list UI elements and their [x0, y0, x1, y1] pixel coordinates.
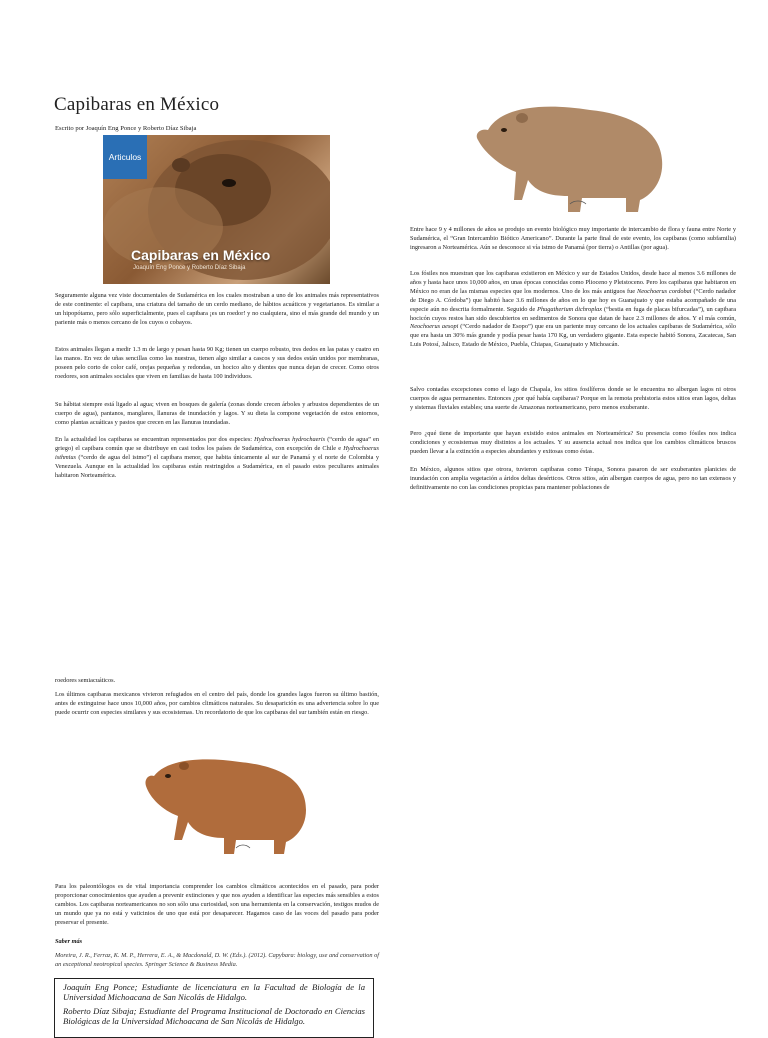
col1-paragraph-3: Su hábitat siempre está ligado al agua; viven en bosques de galería (zonas donde crecen árboles y arbustos dependientes de un cuerpo de agua), pantanos, manglares, llanuras de inundación y lagos. Y su dieta la compone vegetación de estos entornos, como plantas acuáticas y pastos que crecen en las llanuras inundadas.: [55, 401, 379, 426]
cover-title: Capibaras en México: [131, 247, 271, 263]
lower-paragraph-2: Los últimos capibaras mexicanos vivieron refugiados en el centro del país, donde los grandes lagos fueron su último bastión, antes de extinguirse hace unos 10,000 años, por cambios climáticos naturales. Su desaparición es una advertencia sobre lo que puede ocurrir con especies similares y sus ecosistemas. Un recordatorio de que los capibaras del sur también están en riesgo.: [55, 691, 379, 716]
col1-paragraph-2: Estos animales llegan a medir 1.3 m de largo y pesan hasta 90 Kg; tienen un cuerpo robusto, tres dedos en las patas y cuatro en las manos. En vez de uñas sencillas como las nuestras, tienen algo similar a cascos y sus dedos están unidos por membranas, poseen pelo corto de color café, orejas pequeñas y redondas, un hocico alto y dientes que nunca dejan de crecer. Como otros roedores, son animales sociales que viven en familias de hasta 100 individuos.: [55, 346, 379, 380]
authors-box: [54, 978, 374, 1038]
col2-paragraph-1: Entre hace 9 y 4 millones de años se produjo un evento biológico muy importante de intercambio de flora y fauna entre Norte y Sudamérica, el “Gran Intercambio Biótico Americano”. Durante la parte final de este evento, los capibaras (como subfamilia) ingresaron a Norteamérica. Aún se desconoce si vía istmo de Panamá (por tierra) o Antillas (por agua).: [410, 226, 736, 251]
cover-image: [103, 135, 330, 284]
byline: Escrito por Joaquín Eng Ponce y Roberto Díaz Sibaja: [55, 125, 197, 132]
lower-paragraph-1: roedores semiacuáticos.: [55, 677, 116, 684]
col1-paragraph-4: En la actualidad los capibaras se encuentran representados por dos especies: Hydrochoerus hydrochaeris (“cerdo de agua” en griego) el capibara común que se distribuye en casi todos los países de Sudamérica, con excepción de Chile e Hydrochoerus isthmius (“cerdo de agua del istmo”) el capibara menor, que habita únicamente al sur de Panamá y el norte de Colombia y Venezuela. Aunque en la actualidad los capibaras están restringidos a Sudamérica, en el pasado estos peculiares animales habitaron Norteamérica.: [55, 436, 379, 479]
col2-paragraph-5: En México, algunos sitios que otrora, tuvieron capibaras como Térapa, Sonora pasaron de ser exuberantes planicies de inundación con amplia vegetación a áridos deltas desérticos. Otros sitios, aún albergan cuerpos de agua, pero no tan extensos y definitivamente no con las condiciones propicias para mantener poblaciones de: [410, 466, 736, 491]
article-title: Capibaras en México: [54, 94, 220, 115]
capybara-illustration-light: [470, 100, 670, 218]
author-1: Joaquín Eng Ponce; Estudiante de licenciatura en la Facultad de Biología de la Universidad Michoacana de San Nicolás de Hidalgo.: [63, 982, 365, 1002]
col2-paragraph-2: Los fósiles nos muestran que los capibaras existieron en México y sur de Estados Unidos, desde hace al menos 3.6 millones de años y hasta hace unos 10,000 años, en unas épocas conocidas como Plioceno y Pleistoceno. Pero los capibaras que habitaron en México no eran de las mismas especies que los modernos. Uno de los más antiguos fue Neochoerus cordobai (“Cerdo nadador de Diego A. Córdoba”) que habitó hace 3.6 millones de años en lo que hoy es Guanajuato y que estaba acompañado de una especie aún no descrita formalmente. Seguido de Phugatherium dichroplax (“bestia en fuga de placas bifurcadas”), un capibara hocicón cuyos restos han sido descubiertos en sedimentos de Sonora que datan de hace 2.3 millones de años. Y el más común, Neochoerus aesopi (“Cerdo nadador de Esopo”) que era un pariente muy cercano de los actuales capibaras de Sudamérica, sólo que era hasta un 30% más grande y podía pesar hasta 170 Kg, un verdadero gigante. Esta especie habitó Sonora, Zacatecas, San Luis Potosí, Jalisco, Estado de México, Puebla, Chiapas, Guanajuato y Michoacán.: [410, 270, 737, 349]
cover-subtitle: Joaquín Eng Ponce y Roberto Díaz Sibaja: [133, 265, 246, 271]
articulos-badge: Articulos: [103, 135, 147, 179]
col2-paragraph-3: Salvo contadas excepciones como el lago de Chapala, los sitios fosilíferos donde se le encuentra no albergan lagos ni otros cuerpos de agua permanentes. Entonces ¿por qué había capibaras? Porque en la remota prehistoria estos sitios eran lagos, deltas y sistemas fluviales estables; una suerte de Amazonas norteamericano, pero menos exuberante.: [410, 386, 736, 411]
col2-paragraph-4: Pero ¿qué tiene de importante que hayan existido estos animales en Norteamérica? Su presencia como fósiles nos indica condiciones y ecosistemas muy distintos a los actuales. Y su ausencia actual nos indica que los cambios climáticos bruscos pueden llevar a la extinción a especies abundantes y exitosas como éstas.: [410, 430, 736, 455]
reference: Moreira, J. R., Ferraz, K. M. P., Herrera, E. A., & Macdonald, D. W. (Eds.). (2012). Capybara: biology, use and conservation of an exceptional neotropical species. Springer Science & Business Media.: [55, 952, 379, 968]
author-2: Roberto Díaz Sibaja; Estudiante del Programa Institucional de Doctorado en Ciencias Biológicas de la Universidad Michoacana de San Nicolás de Hidalgo.: [63, 1006, 365, 1026]
lower-paragraph-3: Para los paleontólogos es de vital importancia comprender los cambios climáticos acontecidos en el pasado, para poder proporcionar conocimientos que ayuden a prevenir extinciones y que nos ayuden a identificar las especies más sensibles a estos cambios. Los capibaras norteamericanos no son sólo una curiosidad, son una herramienta en la conservación, testigos mudos de un mundo que ya no está y vaticinios de uno que está por desaparecer. Hagamos caso de las voces del pasado para poder preservar el presente.: [55, 883, 379, 926]
saber-mas-heading: Saber más: [55, 938, 83, 945]
col1-paragraph-1: Seguramente alguna vez viste documentales de Sudamérica en los cuales mostraban a uno de los animales más representativos de este continente: el capibara, una criatura del tamaño de un cerdo mediano, de hábitos acuáticos y vegetarianos. Es similar a un hipopótamo, pero sólo superficialmente, pues el capibara ¡es un roedor! y no cualquiera, sino el más grande del mundo y un pariente más o menos cercano de los cuyos o cobayos.: [55, 292, 379, 326]
capybara-illustration-dark: [140, 754, 312, 858]
